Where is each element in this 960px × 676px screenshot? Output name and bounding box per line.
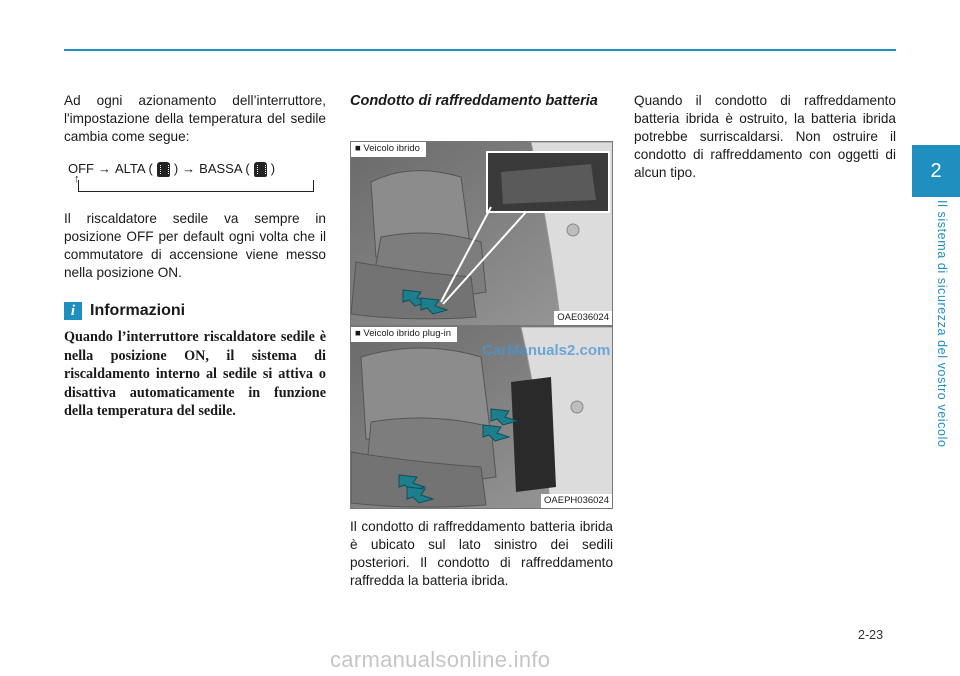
left-column bbox=[64, 92, 326, 421]
mode-low: BASSA ( bbox=[199, 161, 250, 176]
chapter-title: Il sistema di sicurezza del vostro veicolo bbox=[935, 200, 949, 448]
mode-off: OFF bbox=[68, 161, 94, 176]
watermark-middle: CarManuals2.com bbox=[482, 342, 611, 359]
figure-label: ■ Veicolo ibrido bbox=[351, 142, 426, 157]
info-heading bbox=[64, 302, 326, 320]
info-title: Informazioni bbox=[90, 302, 186, 319]
middle-column bbox=[350, 92, 613, 110]
mode-high: ALTA ( bbox=[115, 161, 153, 176]
right-column bbox=[634, 92, 896, 182]
arrow-right-icon: → bbox=[182, 161, 196, 176]
mode-close-2: ) bbox=[270, 161, 276, 176]
mode-close-1: ) bbox=[173, 161, 179, 176]
seat-illustration-hybrid bbox=[351, 142, 613, 326]
chapter-tab[interactable] bbox=[912, 145, 960, 197]
figure-code: OAE036024 bbox=[554, 311, 612, 325]
heater-mode-sequence bbox=[64, 160, 326, 198]
figure-label: ■ Veicolo ibrido plug-in bbox=[351, 327, 457, 342]
section-heading: Condotto di raffreddamento batteria bbox=[350, 93, 598, 109]
arrow-right-icon: → bbox=[98, 161, 111, 176]
warning-paragraph: Quando il condotto di raffreddamento batteria ibrida è ostruito, la batteria ibrida potrebbe surriscaldarsi. Non ostruire il condotto di raffreddamento con oggetti di alcun tipo. bbox=[634, 93, 896, 180]
default-off-paragraph: Il riscaldatore sedile va sempre in posizione OFF per default ogni volta che il commutatore di accensione viene messo nella posizione ON. bbox=[64, 211, 326, 280]
arrow-up-icon: ↑ bbox=[74, 173, 80, 185]
page-number: 2-23 bbox=[858, 628, 884, 642]
seat-heater-low-icon bbox=[254, 162, 267, 177]
info-text: Quando l’interruttore riscaldatore sedile è nella posizione ON, il sistema di riscaldamento interno al sedile si attiva o disattiva automaticamente in funzione della temperatura del sedile. bbox=[64, 329, 326, 419]
chapter-number: 2 bbox=[930, 159, 942, 182]
figure-code: OAEPH036024 bbox=[541, 494, 612, 508]
intro-paragraph: Ad ogni azionamento dell’interruttore, l'impostazione della temperatura del sedile cambia come segue: bbox=[64, 93, 326, 144]
return-loop-line bbox=[78, 180, 314, 192]
figure-hybrid bbox=[350, 141, 613, 326]
watermark-bottom[interactable]: carmanualsonline.info bbox=[330, 647, 551, 672]
seat-heater-high-icon bbox=[157, 162, 170, 177]
header-rule bbox=[64, 49, 896, 51]
cooling-duct-paragraph: Il condotto di raffreddamento batteria ibrida è ubicato sul lato sinistro dei sedili posteriori. Il condotto di raffreddamento raffredda la batteria ibrida. bbox=[350, 519, 613, 588]
info-icon: i bbox=[64, 302, 82, 320]
